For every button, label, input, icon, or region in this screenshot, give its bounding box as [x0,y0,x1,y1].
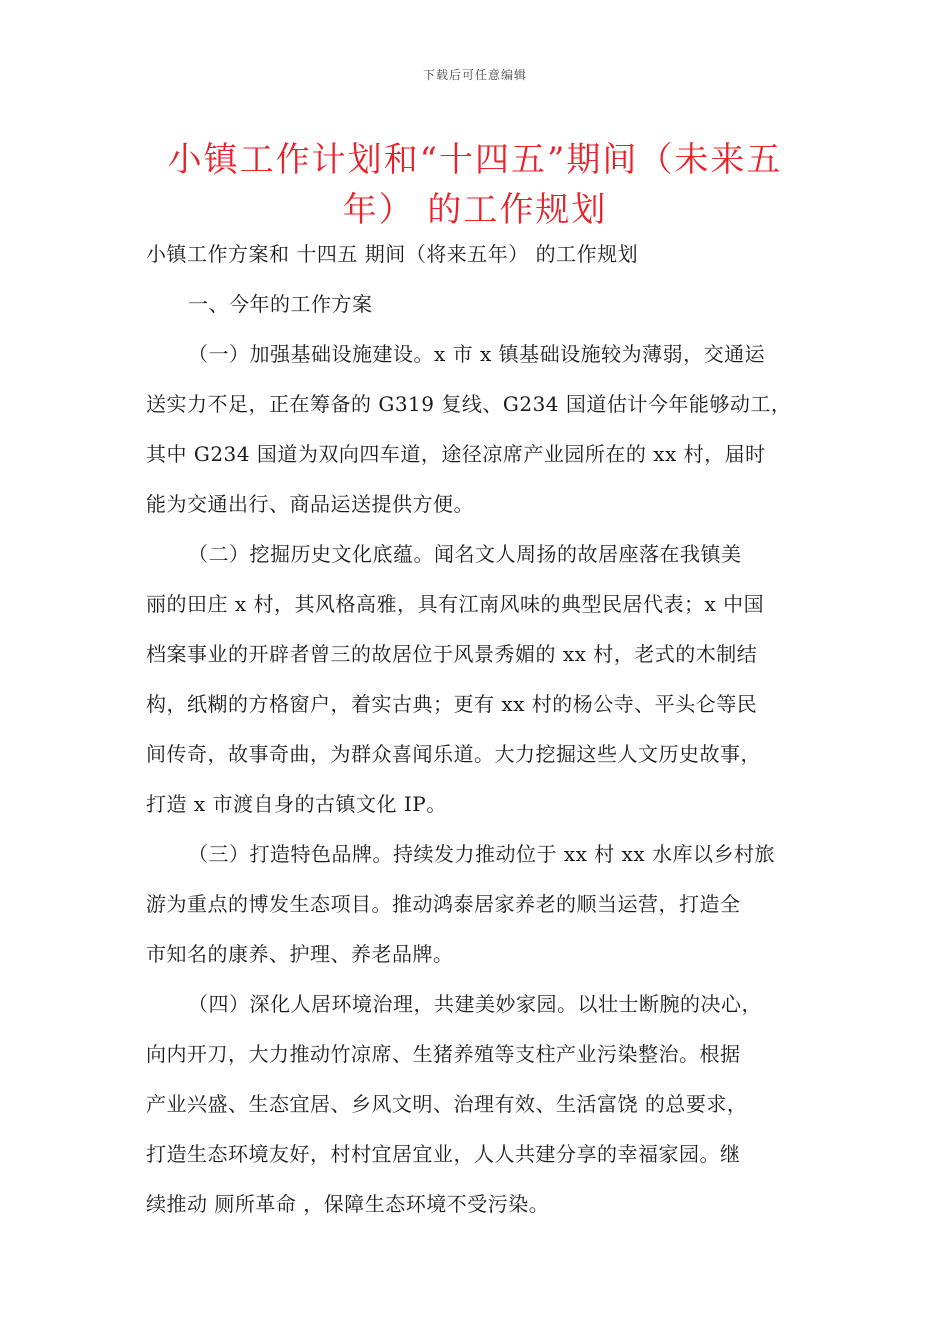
paragraph-line: 档案事业的开辟者曾三的故居位于风景秀媚的 xx 村，老式的木制结 [146,642,758,666]
paragraph-line: 游为重点的博发生态项目。推动鸿泰居家养老的顺当运营，打造全 [146,892,741,916]
paragraph-line: 产业兴盛、生态宜居、乡风文明、治理有效、生活富饶 的总要求， [146,1092,748,1116]
paragraph-line: 其中 G234 国道为双向四车道，途径凉席产业园所在的 xx 村，届时 [146,442,766,466]
paragraph-line: 送实力不足，正在筹备的 G319 复线、G234 国道估计今年能够动工， [146,392,792,416]
subtitle-line: 小镇工作方案和 十四五 期间（将来五年） 的工作规划 [146,242,639,266]
paragraph-line: （一）加强基础设施建设。x 市 x 镇基础设施较为薄弱，交通运 [188,342,766,366]
page-header-note: 下载后可任意编辑 [422,68,527,82]
paragraph-line: 打造生态环境友好，村村宜居宜业，人人共建分享的幸福家园。继 [146,1142,741,1166]
paragraph-line: 丽的田庄 x 村，其风格高雅，具有江南风味的典型民居代表；x 中国 [146,592,765,616]
paragraph-line: 向内开刀，大力推动竹凉席、生猪养殖等支柱产业污染整治。根据 [146,1042,741,1066]
paragraph-line: 间传奇，故事奇曲，为群众喜闻乐道。大力挖掘这些人文历史故事， [146,742,761,766]
section-heading: 一、今年的工作方案 [188,292,373,316]
document-title-line-1: 小镇工作计划和“十四五”期间（未来五 [167,140,783,180]
paragraph-line: （四）深化人居环境治理，共建美妙家园。以壮士断腕的决心， [188,992,762,1016]
paragraph-line: 续推动 厕所革命 ，保障生态环境不受污染。 [146,1192,550,1216]
document-title-line-2: 年） 的工作规划 [342,190,608,230]
paragraph-line: （三）打造特色品牌。持续发力推动位于 xx 村 xx 水库以乡村旅 [188,842,776,866]
paragraph-line: 构，纸糊的方格窗户，着实古典；更有 xx 村的杨公寺、平头仑等民 [146,692,758,716]
paragraph-line: 市知名的康养、护理、养老品牌。 [146,942,454,966]
paragraph-line: 打造 x 市渡自身的古镇文化 IP。 [146,792,447,816]
paragraph-line: （二）挖掘历史文化底蕴。闻名文人周扬的故居座落在我镇美 [188,542,742,566]
paragraph-line: 能为交通出行、商品运送提供方便。 [146,492,474,516]
